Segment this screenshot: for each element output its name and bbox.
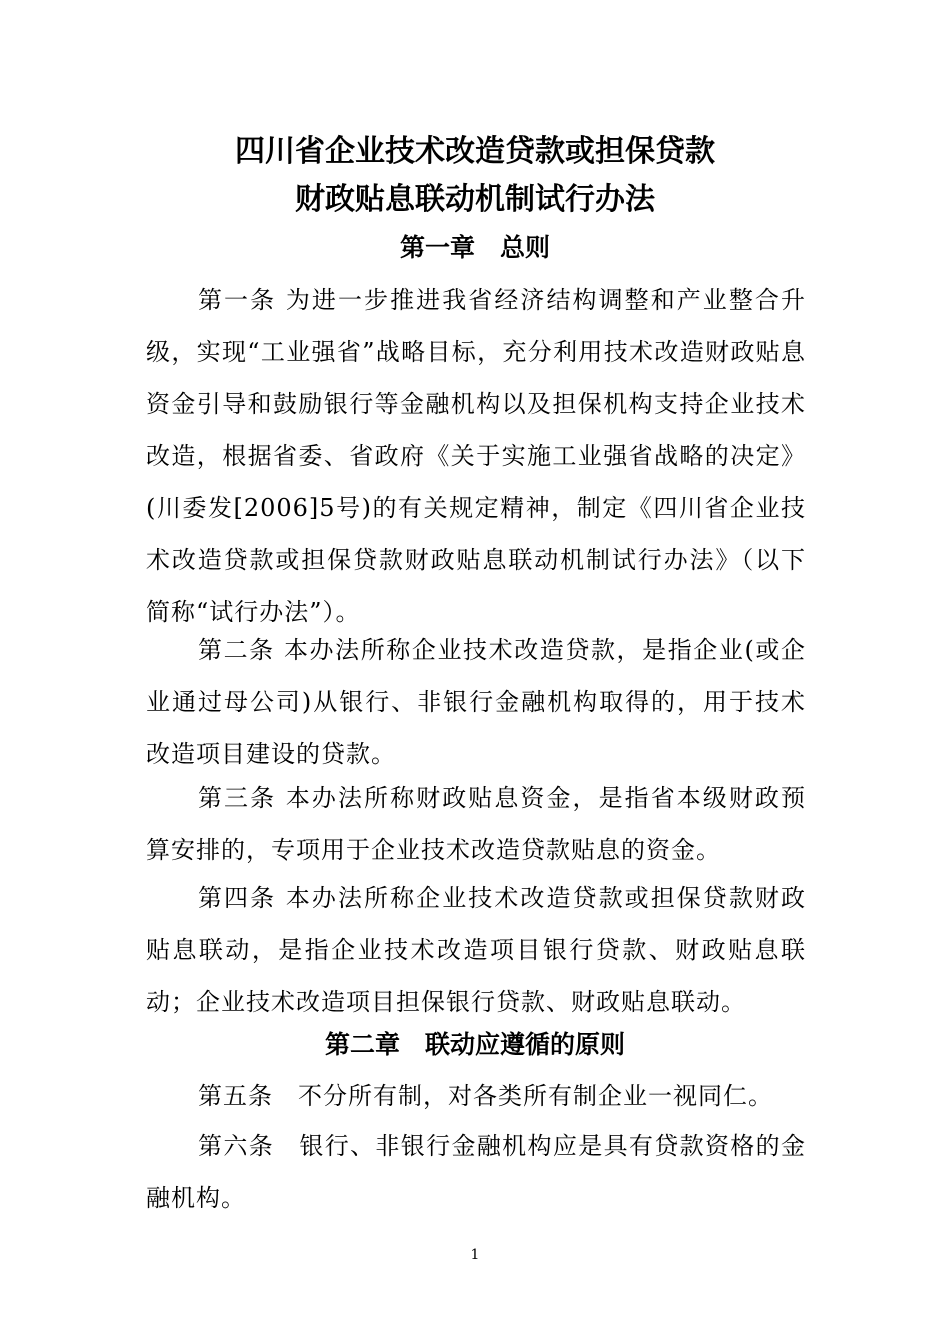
article-1-paragraph: 第一条 为进一步推进我省经济结构调整和产业整合升级，实现“工业强省”战略目标，充分利用技术改造财政贴息资金引导和鼓励银行等金融机构以及担保机构支持企业技术改造，根据省委、省政府《关于实施工业强省战略的决定》(川委发[2006]5号)的有关规定精神，制定《四川省企业技术改造贷款或担保贷款财政贴息联动机制试行办法》（以下简称“试行办法”）。 (146, 286, 806, 626)
article-5-paragraph: 第五条 不分所有制，对各类所有制企业一视同仁。 (198, 1082, 773, 1110)
page-number: 1 (470, 1247, 480, 1263)
chapter1-heading: 第一章 总则 (399, 233, 550, 262)
article-4-paragraph: 第四条 本办法所称企业技术改造贷款或担保贷款财政贴息联动，是指企业技术改造项目银行贷款、财政贴息联动；企业技术改造项目担保银行贷款、财政贴息联动。 (146, 884, 806, 1016)
article-2-paragraph: 第二条 本办法所称企业技术改造贷款，是指企业(或企业通过母公司)从银行、非银行金融机构取得的，用于技术改造项目建设的贷款。 (146, 636, 806, 768)
article-6-paragraph: 第六条 银行、非银行金融机构应是具有贷款资格的金融机构。 (146, 1132, 806, 1212)
document-title-line1: 四川省企业技术改造贷款或担保贷款 (235, 134, 715, 169)
document-title-line2: 财政贴息联动机制试行办法 (295, 182, 655, 217)
article-3-paragraph: 第三条 本办法所称财政贴息资金，是指省本级财政预算安排的，专项用于企业技术改造贷款贴息的资金。 (146, 784, 806, 864)
chapter2-heading: 第二章 联动应遵循的原则 (324, 1030, 625, 1059)
